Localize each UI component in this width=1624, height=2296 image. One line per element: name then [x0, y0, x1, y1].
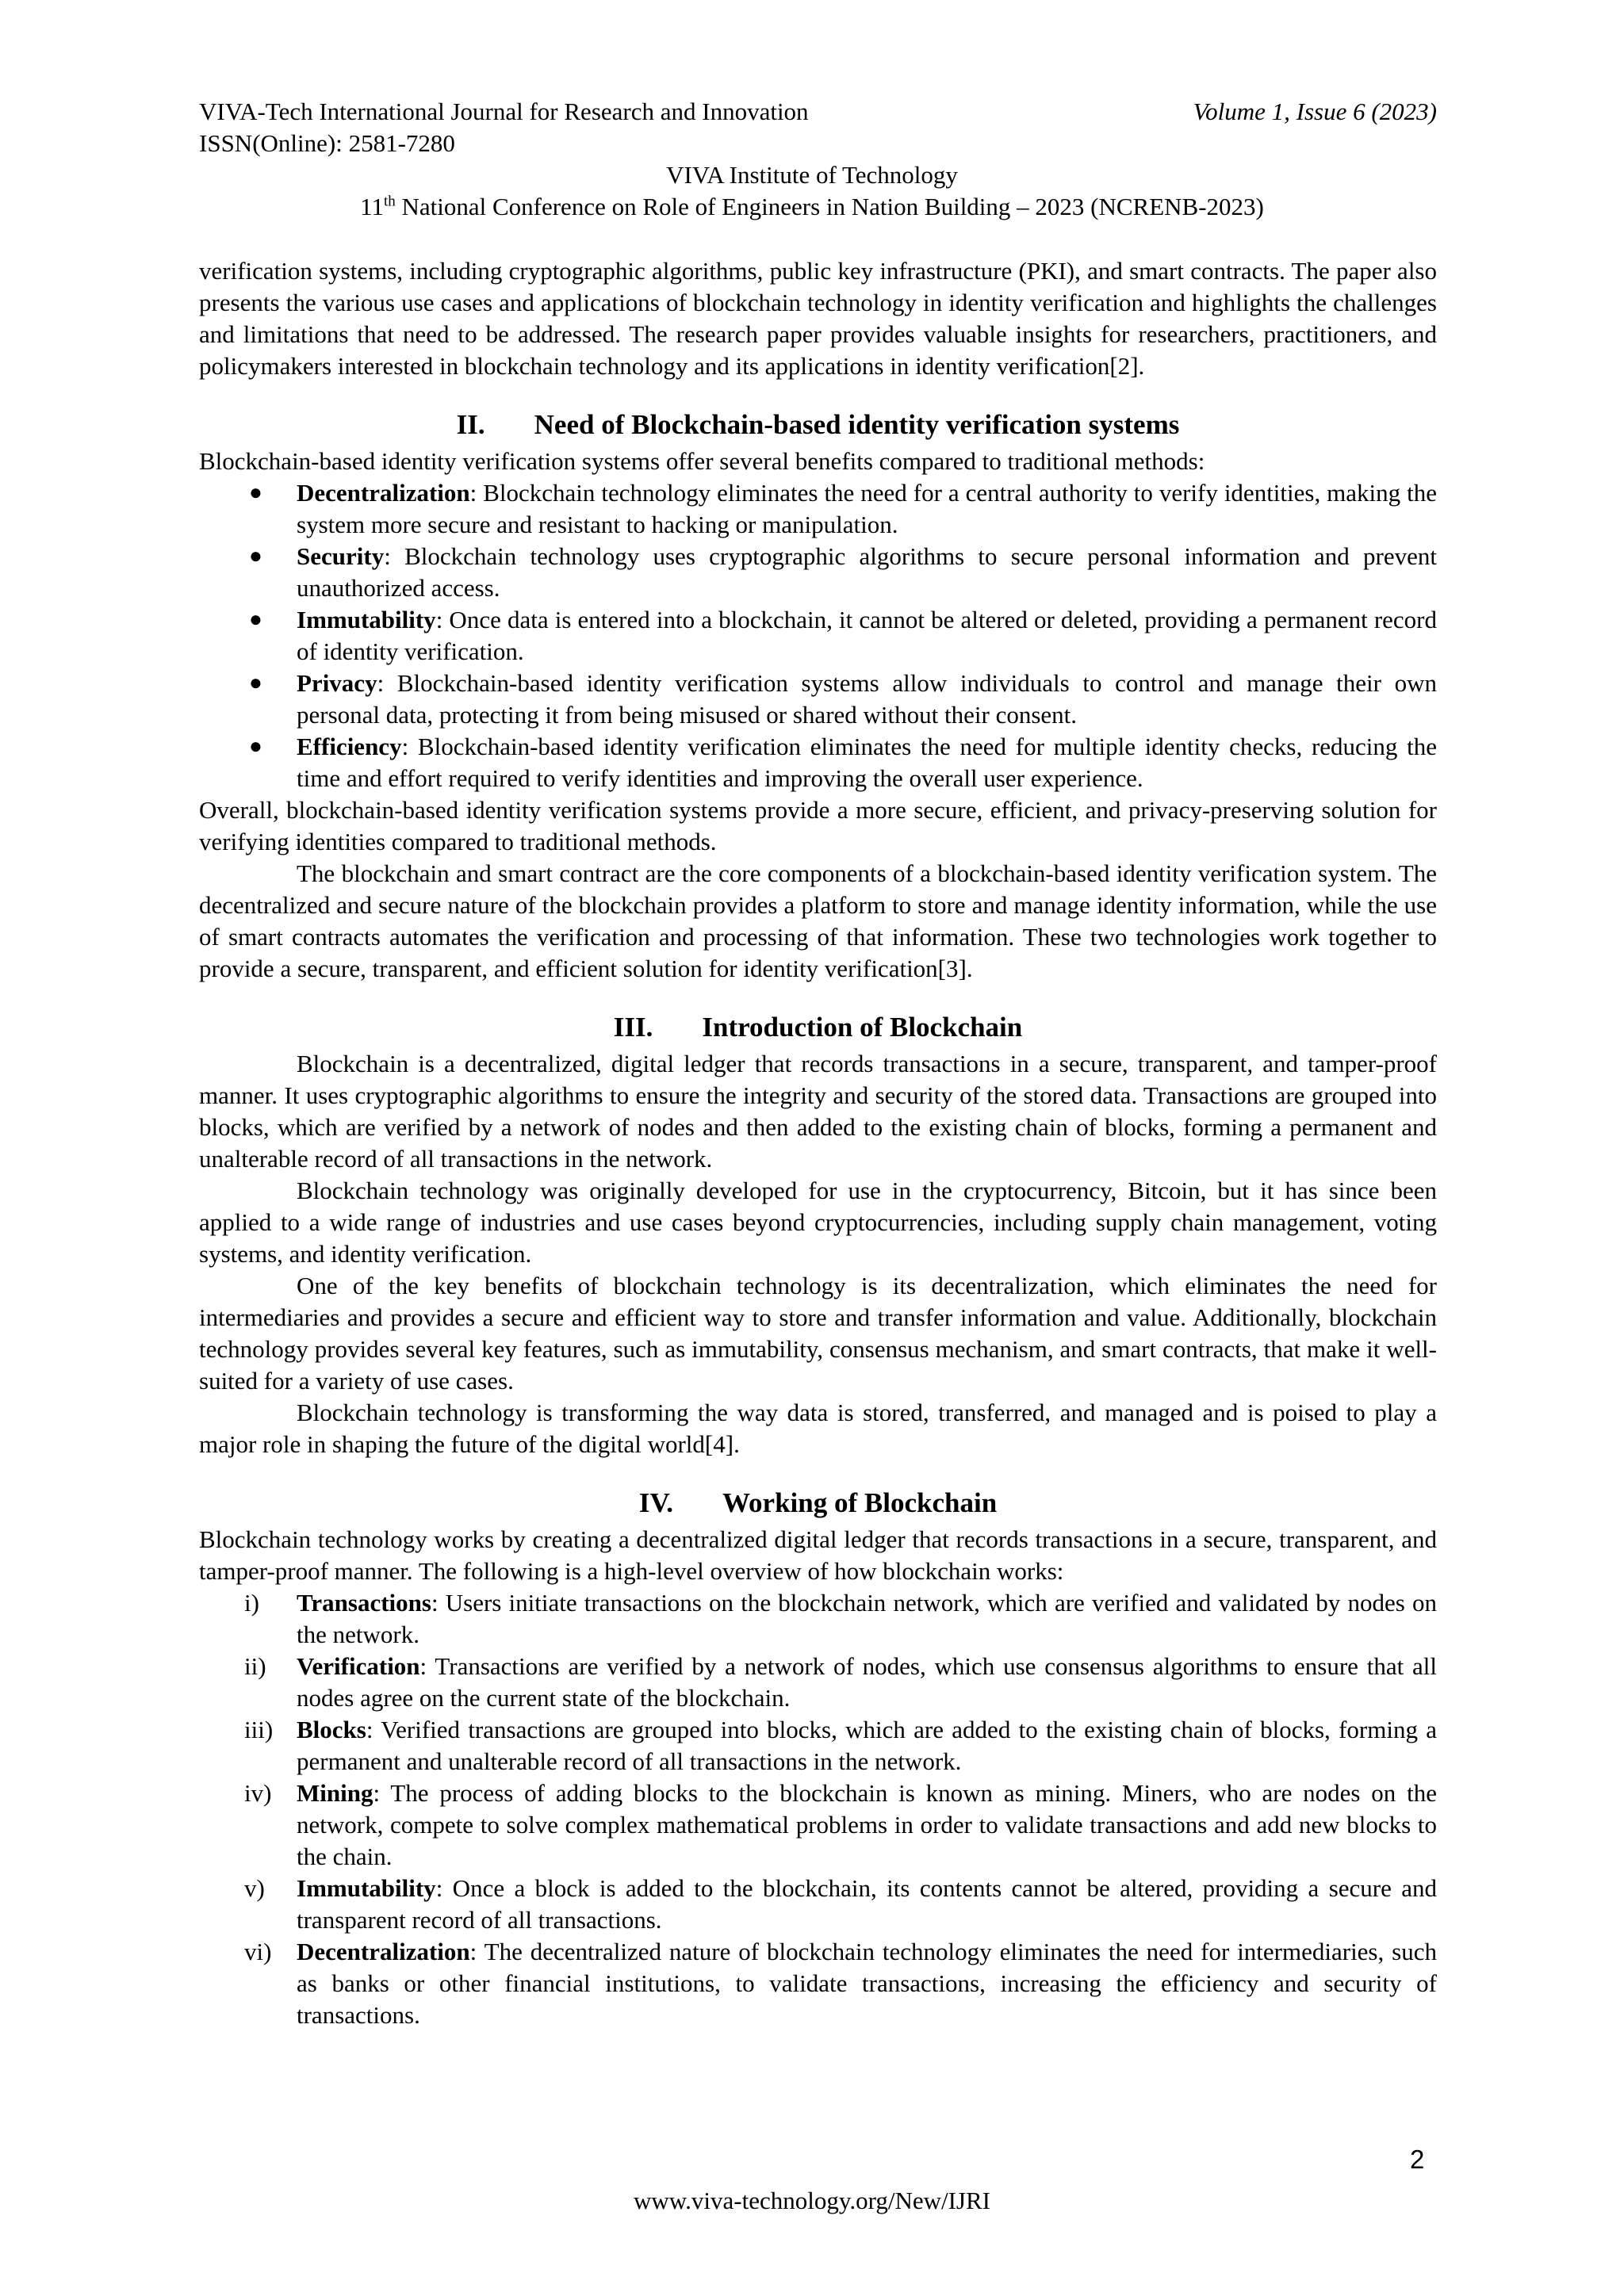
bullet-icon: ● [249, 734, 262, 759]
list-item-term: Mining [297, 1779, 373, 1807]
bullet-icon: ● [249, 480, 262, 505]
list-item-text: : Once data is entered into a blockchain, it cannot be altered or deleted, providing a permanent record of identity verification. [297, 606, 1437, 665]
list-item-number: iv) [244, 1779, 272, 1807]
list-item-term: Decentralization [297, 1938, 470, 1965]
list-item [199, 1936, 1437, 2031]
list-item-text: : Users initiate transactions on the blockchain network, which are verified and validated by nodes on the network. [297, 1589, 1437, 1648]
list-item-text: : Transactions are verified by a network of nodes, which use consensus algorithms to ensure that all nodes agree on the current state of the blockchain. [297, 1652, 1437, 1712]
benefits-list [199, 477, 1437, 794]
institute-name: VIVA Institute of Technology [666, 161, 958, 189]
footer-url: www.viva-technology.org/New/IJRI [634, 2187, 990, 2214]
list-item-text: : Blockchain technology uses cryptographic algorithms to secure personal information and prevent unauthorized access. [297, 542, 1437, 602]
list-item-term: Verification [297, 1652, 420, 1680]
list-item-term: Decentralization [297, 479, 470, 507]
list-item [199, 1651, 1437, 1714]
list-item-term: Immutability [297, 606, 436, 633]
list-item-text: : Blockchain-based identity verification eliminates the need for multiple identity checks, reducing the time and effort required to verify identities and improving the overall user experience. [297, 733, 1437, 792]
section-number: IV. [638, 1487, 673, 1518]
bullet-icon: ● [249, 671, 262, 695]
list-item-number: v) [244, 1874, 265, 1902]
list-item-text: : Blockchain-based identity verification systems allow individuals to control and manage their own personal data, protecting it from being misused or shared without their consent. [297, 669, 1437, 729]
list-item-term: Immutability [297, 1874, 436, 1902]
section-heading [199, 1010, 1437, 1045]
overall-paragraph: Overall, blockchain-based identity verification systems provide a more secure, efficient, and privacy-preserving solution for verifying identities compared to traditional methods. [199, 796, 1437, 855]
list-item-term: Transactions [297, 1589, 431, 1617]
list-item-text: : The decentralized nature of blockchain technology eliminates the need for intermediaries, such as banks or other financial institutions, to validate transactions, increasing the efficiency and security of transactions. [297, 1938, 1437, 2029]
list-item [199, 477, 1437, 541]
list-item [199, 541, 1437, 604]
paragraph: Blockchain is a decentralized, digital ledger that records transactions in a secure, transparent, and tamper-proof manner. It uses cryptographic algorithms to ensure the integrity and security of the stored data. Transactions are grouped into blocks, which are verified by a network of nodes and then added to the existing chain of blocks, forming a permanent and unalterable record of all transactions in the network. [199, 1050, 1437, 1173]
list-item [199, 731, 1437, 794]
issn: ISSN(Online): 2581-7280 [199, 129, 455, 157]
body-content [199, 255, 1437, 2031]
list-item [199, 668, 1437, 731]
list-item-text: : Blockchain technology eliminates the need for a central authority to verify identities, making the system more secure and resistant to hacking or manipulation. [297, 479, 1437, 538]
working-steps-list [199, 1587, 1437, 2031]
list-item-text: : The process of adding blocks to the blockchain is known as mining. Miners, who are nodes on the network, compete to solve complex mathematical problems in order to validate transactions and add new blocks to the chain. [297, 1779, 1437, 1870]
list-item-term: Privacy [297, 669, 377, 697]
section-lead: Blockchain-based identity verification systems offer several benefits compared to traditional methods: [199, 447, 1205, 475]
list-item [199, 1873, 1437, 1936]
list-item-number: vi) [244, 1938, 272, 1965]
section-title: Need of Blockchain-based identity verification systems [534, 409, 1180, 440]
list-item-term: Security [297, 542, 385, 570]
conference-title: National Conference on Role of Engineers in Nation Building – 2023 (NCRENB-2023) [395, 193, 1264, 220]
list-item-number: ii) [244, 1652, 266, 1680]
list-item [199, 1777, 1437, 1873]
section-number: II. [456, 409, 485, 440]
list-item [199, 1714, 1437, 1777]
list-item [199, 604, 1437, 668]
paragraph: One of the key benefits of blockchain technology is its decentralization, which eliminates the need for intermediaries and provides a secure and efficient way to store and transfer information and value. Additionally, blockchain technology provides several key features, such as immutability, consensus mechanism, and smart contracts, that make it well-suited for a variety of use cases. [199, 1272, 1437, 1395]
section-lead: Blockchain technology works by creating a decentralized digital ledger that records transactions in a secure, transparent, and tamper-proof manner. The following is a high-level overview of how blockchain works: [199, 1525, 1437, 1585]
conference-ordinal-suffix: th [383, 193, 396, 210]
bullet-icon: ● [249, 607, 262, 632]
conference-name [0, 192, 1624, 222]
page-number: 2 [1410, 2145, 1425, 2174]
section-title: Working of Blockchain [722, 1487, 998, 1518]
intro-paragraph: verification systems, including cryptographic algorithms, public key infrastructure (PKI), and smart contracts. The paper also presents the various use cases and applications of blockchain technology in identity verification and highlights the challenges and limitations that need to be addressed. The research paper provides valuable insights for researchers, practitioners, and policymakers interested in blockchain technology and its applications in identity verification[2]. [199, 257, 1437, 380]
paragraph: Blockchain technology was originally developed for use in the cryptocurrency, Bitcoin, but it has since been applied to a wide range of industries and use cases beyond cryptocurrencies, including supply chain management, voting systems, and identity verification. [199, 1177, 1437, 1268]
paragraph: Blockchain technology is transforming the way data is stored, transferred, and managed and is poised to play a major role in shaping the future of the digital world[4]. [199, 1399, 1437, 1458]
section-title: Introduction of Blockchain [702, 1012, 1023, 1043]
list-item-text: : Verified transactions are grouped into blocks, which are added to the existing chain of blocks, forming a permanent and unalterable record of all transactions in the network. [297, 1716, 1437, 1775]
list-item-term: Efficiency [297, 733, 402, 760]
list-item [199, 1587, 1437, 1651]
volume-issue: Volume 1, Issue 6 (2023) [1193, 98, 1437, 125]
section-heading [199, 1486, 1437, 1521]
components-paragraph: The blockchain and smart contract are the core components of a blockchain-based identity verification system. The decentralized and secure nature of the blockchain provides a platform to store and manage identity information, while the use of smart contracts automates the verification and processing of that information. These two technologies work together to provide a secure, transparent, and efficient solution for identity verification[3]. [199, 859, 1437, 982]
conference-ordinal: 11 [360, 193, 384, 220]
list-item-number: iii) [244, 1716, 274, 1743]
section-heading [199, 408, 1437, 442]
section-number: III. [613, 1012, 653, 1043]
journal-name: VIVA-Tech International Journal for Research and Innovation [199, 98, 809, 125]
bullet-icon: ● [249, 544, 262, 568]
list-item-term: Blocks [297, 1716, 366, 1743]
list-item-text: : Once a block is added to the blockchain, its contents cannot be altered, providing a secure and transparent record of all transactions. [297, 1874, 1437, 1934]
list-item-number: i) [244, 1589, 259, 1617]
